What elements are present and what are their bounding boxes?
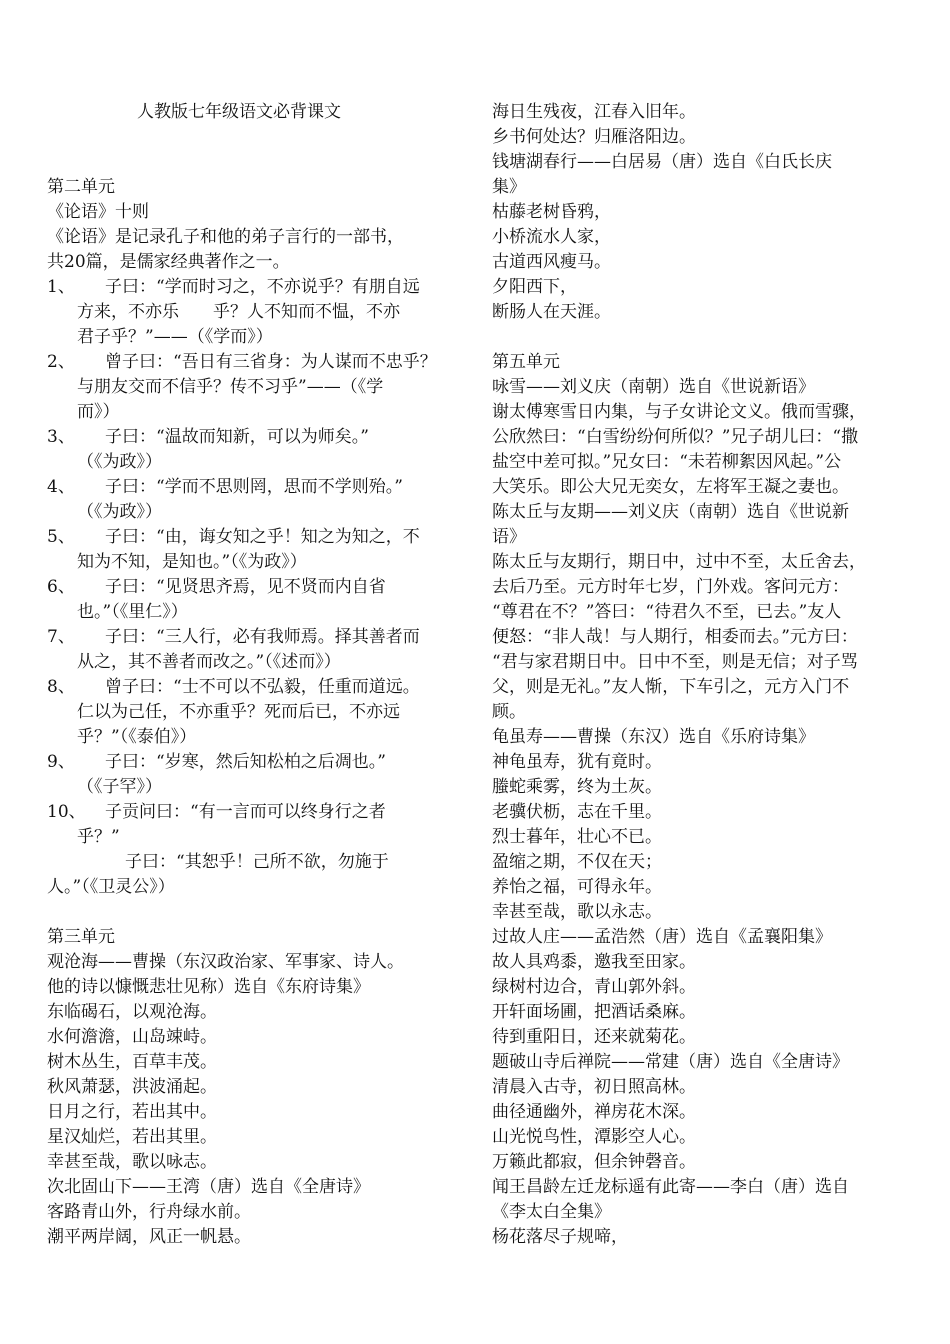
poem-line: 断肠人在天涯。	[492, 302, 611, 322]
unit5-heading: 第五单元	[492, 352, 560, 372]
item-number: 10、	[47, 802, 86, 822]
unit3-heading: 第三单元	[47, 927, 115, 947]
poem-line: 山光悦鸟性，潭影空人心。	[492, 1127, 696, 1147]
lunyu-intro-line: 《论语》是记录孔子和他的弟子言行的一部书，	[47, 227, 404, 247]
text-line: 父，则是无礼。”友人惭，下车引之，元方入门不	[492, 677, 850, 697]
item-line: 乎？”（《泰伯》）	[77, 727, 197, 747]
item-line: 仁以为己任，不亦重乎？死而后已，不亦远	[77, 702, 400, 722]
text-line: 题破山寺后禅院——常建（唐）选自《全唐诗》	[492, 1052, 849, 1072]
poem-line: 日月之行，若出其中。	[47, 1102, 217, 1122]
item-line: 子贡问曰：“有一言而可以终身行之者	[105, 802, 386, 822]
item-line: 子曰：“三人行，必有我师焉。择其善者而	[105, 627, 420, 647]
item-line: 子曰：“由，诲女知之乎！知之为知之，不	[105, 527, 420, 547]
text-line: 语》	[492, 527, 526, 547]
item-line: 子曰：“学而时习之，不亦说乎？有朋自远	[105, 277, 420, 297]
item-number: 5、	[47, 527, 75, 547]
text-line: 他的诗以慷慨悲壮见称）选自《东府诗集》	[47, 977, 370, 997]
poem-line: 开轩面场圃，把酒话桑麻。	[492, 1002, 696, 1022]
item-line: 也。”（《里仁》）	[77, 602, 188, 622]
poem-line: 待到重阳日，还来就菊花。	[492, 1027, 696, 1047]
poem-line: 枯藤老树昏鸦，	[492, 202, 611, 222]
poem-line: 树木丛生，百草丰茂。	[47, 1052, 217, 1072]
poem-line: 螣蛇乘雾，终为土灰。	[492, 777, 662, 797]
item-number: 1、	[47, 277, 75, 297]
text-line: 顾。	[492, 702, 526, 722]
poem-line: 绿树村边合，青山郭外斜。	[492, 977, 696, 997]
item-line: 君子乎？”——（《学而》）	[77, 327, 273, 347]
item-number: 7、	[47, 627, 75, 647]
poem-line: 海日生残夜，江春入旧年。	[492, 102, 696, 122]
item-line: 人。”（《卫灵公》）	[47, 877, 175, 897]
text-line: 集》	[492, 177, 526, 197]
text-line: 去后乃至。元方时年七岁，门外戏。客问元方：	[492, 577, 849, 597]
item-line: 子曰：“见贤思齐焉，见不贤而内自省	[105, 577, 386, 597]
poem-line: 清晨入古寺，初日照高林。	[492, 1077, 696, 1097]
text-line: 盐空中差可拟。”兄女曰：“未若柳絮因风起。”公	[492, 452, 842, 472]
poem-line: 养怡之福，可得永年。	[492, 877, 662, 897]
poem-line: 幸甚至哉，歌以永志。	[492, 902, 662, 922]
text-line: 龟虽寿——曹操（东汉）选自《乐府诗集》	[492, 727, 815, 747]
poem-line: 夕阳西下，	[492, 277, 577, 297]
text-line: “君与家君期日中。日中不至，则是无信；对子骂	[492, 652, 858, 672]
text-line: 观沧海——曹操（东汉政治家、军事家、诗人。	[47, 952, 404, 972]
poem-line: 乡书何处达？归雁洛阳边。	[492, 127, 696, 147]
text-line: 次北固山下——王湾（唐）选自《全唐诗》	[47, 1177, 370, 1197]
item-line: 从之，其不善者而改之。”（《述而》）	[77, 652, 341, 672]
text-line: 公欣然曰：“白雪纷纷何所似？”兄子胡儿曰：“撒	[492, 427, 859, 447]
poem-line: 万籁此都寂，但余钟磬音。	[492, 1152, 696, 1172]
text-line: 便怒：“非人哉！与人期行，相委而去。”元方曰：	[492, 627, 858, 647]
item-line: （《子罕》）	[77, 777, 162, 797]
text-line: 咏雪——刘义庆（南朝）选自《世说新语》	[492, 377, 815, 397]
item-line: 而》）	[77, 402, 120, 422]
item-line: 子曰：“学而不思则罔，思而不学则殆。”	[105, 477, 403, 497]
poem-line: 老骥伏枥，志在千里。	[492, 802, 662, 822]
text-line: 《李太白全集》	[492, 1202, 611, 1222]
poem-line: 客路青山外，行舟绿水前。	[47, 1202, 251, 1222]
poem-line: 星汉灿烂，若出其里。	[47, 1127, 217, 1147]
unit2-heading: 第二单元	[47, 177, 115, 197]
item-number: 9、	[47, 752, 75, 772]
poem-line: 盈缩之期，不仅在天；	[492, 852, 662, 872]
item-line: 与朋友交而不信乎？传不习乎”——（《学	[77, 377, 384, 397]
item-number: 6、	[47, 577, 75, 597]
poem-line: 秋风萧瑟，洪波涌起。	[47, 1077, 217, 1097]
poem-line: 故人具鸡黍，邀我至田家。	[492, 952, 696, 972]
item-number: 2、	[47, 352, 75, 372]
item-line: 知为不知，是知也。”（《为政》）	[77, 552, 307, 572]
poem-line: 神龟虽寿，犹有竟时。	[492, 752, 662, 772]
text-line: 陈太丘与友期——刘义庆（南朝）选自《世说新	[492, 502, 849, 522]
item-number: 8、	[47, 677, 75, 697]
text-line: 陈太丘与友期行，期日中，过中不至，太丘舍去，	[492, 552, 866, 572]
text-line: 钱塘湖春行——白居易（唐）选自《白氏长庆	[492, 152, 832, 172]
poem-line: 曲径通幽外，禅房花木深。	[492, 1102, 696, 1122]
poem-line: 水何澹澹，山岛竦峙。	[47, 1027, 217, 1047]
item-line: 乎？”	[77, 827, 120, 847]
item-line: 曾子曰：“吾日有三省身：为人谋而不忠乎？	[105, 352, 437, 372]
item-line: （《为政》）	[77, 452, 162, 472]
item-line: （《为政》）	[77, 502, 162, 522]
item-number: 4、	[47, 477, 75, 497]
text-line: “尊君在不？”答曰：“待君久不至，已去。”友人	[492, 602, 842, 622]
item-line: 方来，不亦乐 乎？人不知而不愠，不亦	[77, 302, 400, 322]
text-line: 谢太傅寒雪日内集，与子女讲论文义。俄而雪骤，	[492, 402, 866, 422]
text-line: 闻王昌龄左迁龙标遥有此寄——李白（唐）选自	[492, 1177, 849, 1197]
poem-line: 小桥流水人家，	[492, 227, 611, 247]
lunyu-intro-line: 共20篇，是儒家经典著作之一。	[47, 252, 290, 272]
item-line: 子曰：“岁寒，然后知松柏之后凋也。”	[105, 752, 386, 772]
item-line: 子曰：“温故而知新，可以为师矣。”	[105, 427, 369, 447]
poem-line: 幸甚至哉，歌以咏志。	[47, 1152, 217, 1172]
page-title: 人教版七年级语文必背课文	[137, 102, 341, 122]
poem-line: 潮平两岸阔，风正一帆悬。	[47, 1227, 251, 1247]
text-line: 大笑乐。即公大兄无奕女，左将军王凝之妻也。	[492, 477, 849, 497]
text-line: 过故人庄——孟浩然（唐）选自《孟襄阳集》	[492, 927, 832, 947]
poem-line: 烈士暮年，壮心不已。	[492, 827, 662, 847]
item-line: 子曰：“其恕乎！己所不欲，勿施于	[125, 852, 389, 872]
item-number: 3、	[47, 427, 75, 447]
poem-line: 杨花落尽子规啼，	[492, 1227, 628, 1247]
item-line: 曾子曰：“士不可以不弘毅，任重而道远。	[105, 677, 420, 697]
poem-line: 古道西风瘦马。	[492, 252, 611, 272]
lunyu-title: 《论语》十则	[47, 202, 149, 222]
poem-line: 东临碣石，以观沧海。	[47, 1002, 217, 1022]
